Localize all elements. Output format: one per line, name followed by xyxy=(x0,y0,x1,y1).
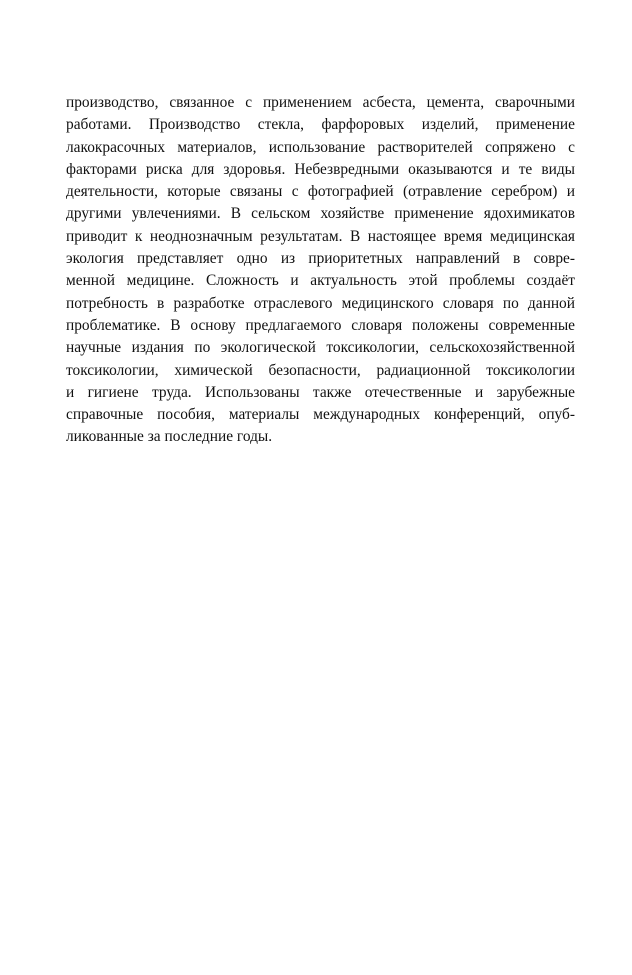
text-line: другими увлечениями. В сельском хозяйстве применение ядохимикатов xyxy=(66,205,575,223)
text-line: работами. Производство стекла, фарфоровых изделий, применение xyxy=(66,116,575,134)
text-line: проблематике. В основу предлагаемого словаря положены современные xyxy=(66,316,575,334)
text-line: деятельности, которые связаны с фотографией (отравление серебром) и xyxy=(66,183,575,201)
text-line: и гигиене труда. Использованы также отечественные и зарубежные xyxy=(66,383,575,401)
text-line: потребность в разработке отраслевого медицинского словаря по данной xyxy=(66,294,575,312)
text-line: менной медицине. Сложность и актуальность этой проблемы создаёт xyxy=(66,272,575,290)
text-line: ликованные за последние годы. xyxy=(66,428,273,446)
text-line: научные издания по экологической токсикологии, сельскохозяйственной xyxy=(66,339,575,357)
text-line: экология представляет одно из приоритетных направлений в совре- xyxy=(66,250,575,268)
text-line: приводит к неоднозначным результатам. В настоящее время медицинская xyxy=(66,227,575,245)
text-line: факторами риска для здоровья. Небезвредными оказываются и те виды xyxy=(66,160,575,178)
text-line: справочные пособия, материалы международных конференций, опуб- xyxy=(66,406,575,424)
body-paragraph xyxy=(66,92,575,449)
text-line: токсикологии, химической безопасности, радиационной токсикологии xyxy=(66,361,575,379)
text-line: производство, связанное с применением асбеста, цемента, сварочными xyxy=(66,94,575,111)
text-line: лакокрасочных материалов, использование растворителей сопряжено с xyxy=(66,138,575,156)
